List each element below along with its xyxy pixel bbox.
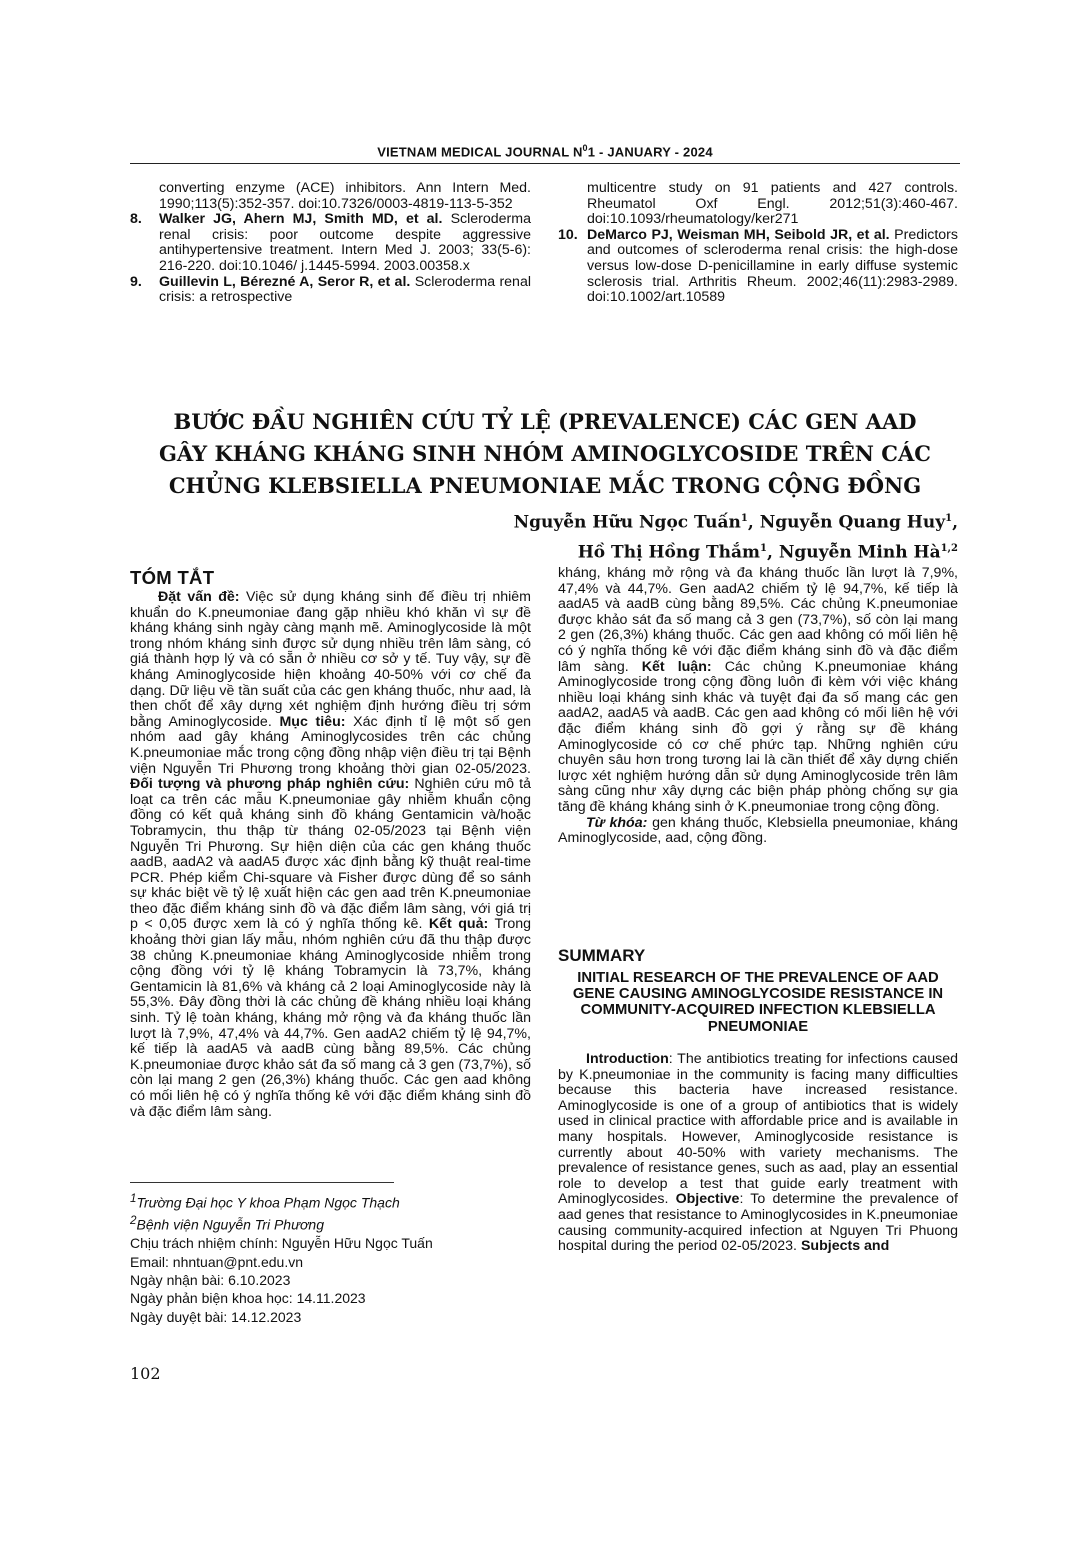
section-text: Các chủng K.pneumoniae kháng Aminoglycoside trong cộng đồng luôn đi kèm với việc kháng nhiều loại kháng sinh khác và tuyệt đại đa số mang các gen aadA2, aadA5 và aadB. Các gen aad không có mối liên hệ với đặc điểm kháng sinh đồ gợi ý rằng sự đề kháng Aminoglycoside có cơ chế phức tạp. Những nghiên cứu chuyên sâu hơn trong tương lai là cần thiết để xây dựng chiến lược xét nghiệm hướng dẫn sử dụng Aminoglycoside trên lâm sàng cũng như xây dựng các biện pháp phòng chống sự gia tăng đề kháng kháng sinh ở K.pneumoniae trong cộng đồng. — [558, 658, 958, 815]
reference-text: Scleroderma renal crisis: a retrospective — [159, 273, 531, 306]
author-affiliation-sup: 1 — [760, 542, 767, 554]
author-name: Nguyễn Hữu Ngọc Tuấn — [513, 512, 741, 533]
footnote-rule — [130, 1182, 394, 1183]
page-number: 102 — [130, 1364, 161, 1383]
section-label: Mục tiêu: — [279, 713, 346, 730]
keywords — [558, 816, 958, 847]
reference-8 — [130, 212, 531, 274]
author-affiliation-sup: 1 — [740, 513, 748, 524]
summary-paragraph — [558, 1052, 958, 1255]
reference-authors: Walker JG, Ahern MJ, Smith MD, et al. — [159, 211, 443, 228]
responsible-author: Chịu trách nhiệm chính: Nguyễn Hữu Ngọc Tuấn — [130, 1235, 433, 1252]
title-line: CHỦNG KLEBSIELLA PNEUMONIAE MẮC TRONG CỘNG ĐỒNG — [168, 473, 922, 498]
section-text: Việc sử dụng kháng sinh để điều trị nhiễm khuẩn do K.pneumoniae đang gặp nhiều khó khăn vì sự đề kháng kháng sinh ngày càng mạnh mẽ. Aminoglycoside là một trong nhóm kháng sinh được sử dụng nhiều trên lâm sàng, có giá thành hợp lý và có sẵn ở nhiều cơ sở y tế. Tuy vậy, sự đề kháng Aminoglycoside hiện khoảng 40-50% với cơ chế đa dạng. Dữ liệu về tần suất của các gen kháng thuốc, như aad, là then chốt để xây dựng xét nghiệm định hướng điều trị sớm bằng Aminoglycoside. — [130, 590, 531, 730]
references-right — [558, 181, 958, 306]
reference-number: 8. — [130, 211, 142, 228]
section-text: Xác định tỉ lệ một số gen nhóm aad gây kháng Aminoglycosides trên các chủng K.pneumoniae mắc trong cộng đồng nhập viện điều trị tại Bệnh viện Nguyễn Tri Phương trong khoảng thời gian 02-05/2023. — [130, 713, 531, 777]
journal-issue: 1 - JANUARY - 2024 — [587, 144, 713, 160]
abstract-left-column — [130, 590, 531, 1156]
header-rule — [130, 163, 960, 164]
author-affiliation-sup: 1,2 — [940, 542, 958, 554]
author-name: Nguyễn Minh Hà — [778, 542, 941, 563]
title-line: BƯỚC ĐẦU NGHIÊN CỨU TỶ LỆ (PREVALENCE) CÁC GEN AAD — [173, 409, 917, 434]
summary-body — [558, 1052, 958, 1314]
section-label: Kết quả: — [428, 916, 489, 933]
approved-date: Ngày duyệt bài: 14.12.2023 — [130, 1308, 302, 1325]
abstract-heading: TÓM TẮT — [130, 567, 215, 588]
reference-number: 9. — [130, 273, 142, 290]
author-list: Nguyễn Hữu Ngọc Tuấn$^1$, Nguyễn Quang Huy$^1$, Hồ Thị Hồng Thắm$^1$, Nguyễn Minh Hà$^{1,2}$ — [513, 512, 958, 563]
section-label: Đặt vấn đề: — [158, 590, 240, 605]
summary-title: INITIAL RESEARCH OF THE PREVALENCE OF AAD GENE CAUSING AMINOGLYCOSIDE RESISTANCE IN COMMUNITY-ACQUIRED INFECTION KLEBSIELLA PNEUMONIAE — [572, 970, 944, 1035]
reference-9-continued — [558, 181, 958, 228]
reference-text: multicentre study on 91 patients and 427 controls. Rheumatol Oxf Engl. 2012;51(3):460-467. doi:10.1093/rheumatology/ker271 — [587, 180, 958, 228]
references-left — [130, 181, 531, 306]
section-text: : The antibiotics treating for infections caused by K.pneumoniae in the community is facing many difficulties because this bacteria have increased resistance. Aminoglycoside is one of a group of antibiotics that is widely used in clinical practice with affordable price and is available in many hospitals. However, Aminoglycoside resistance is currently about 40-50% with variety mechanisms. The prevalence of resistance genes, such as aad, play an essential role to develop a test that guide early treatment with Aminoglycosides. — [558, 1052, 958, 1208]
affiliation-2 — [130, 1212, 530, 1234]
title-line: GÂY KHÁNG KHÁNG SINH NHÓM AMINOGLYCOSIDE TRÊN CÁC — [158, 441, 932, 466]
reference-10 — [558, 228, 958, 306]
reference-text: Predictors and outcomes of scleroderma renal crisis: the high-dose versus low-dose D-penicillamine in early diffuse systemic sclerosis trial. Arthritis Rheum. 2002;46(11):2983-2989. doi:10.1002/art.10589 — [587, 226, 958, 306]
author-affiliation-sup: 1 — [945, 513, 953, 524]
section-label: Kết luận: — [641, 658, 712, 675]
section-text: Nghiên cứu mô tả loạt ca trên các mẫu K.pneumoniae gây nhiễm khuẩn cộng đồng có kết quả kháng sinh đồ kháng Gentamicin và/hoặc Tobramycin, thu thập từ tháng 02-05/2023 tại Bệnh viện Nguyễn Tri Phương. Sự hiện diện của các gen kháng thuốc aadB, aadA2 và aadA5 được xác định bằng kỹ thuật real-time PCR. Phép kiểm Chi-square và Fisher được dùng để so sánh sự khác biệt về tỷ lệ xuất hiện các gen aad trên K.pneumoniae theo đặc điểm kháng sinh đồ và đặc điểm lâm sàng, với giá trị p < 0,05 được xem là có ý nghĩa thống kê. — [130, 776, 531, 933]
reviewed-date: Ngày phản biện khoa học: 14.11.2023 — [130, 1290, 366, 1307]
affiliation-sup: 1 — [130, 1192, 137, 1205]
reference-authors: DeMarco PJ, Weisman MH, Seibold JR, et al. — [587, 226, 890, 243]
abstract-paragraph-continued — [558, 566, 958, 816]
author-name: Nguyễn Quang Huy — [759, 512, 946, 533]
journal-issue-sup: 0 — [582, 143, 588, 153]
footnotes — [130, 1190, 530, 1326]
reference-number: 10. — [558, 226, 578, 243]
section-text-continued: kháng, kháng mở rộng và đa kháng thuốc lần lượt là 7,9%, 47,4% và 44,7%. Gen aadA2 chiếm tỷ lệ 94,7%, kế tiếp là aadA5 và aadB cùng bằng 89,5%. Các chủng K.pneumoniae được khảo sát đa số mang cả 3 gen (73,7%), số còn lại mang 2 gen (26,3%) kháng thuốc. Các gen aad không có mối liên hệ có ý nghĩa thống kê với đặc điểm kháng sinh đồ và đặc điểm lâm sàng. — [558, 566, 958, 675]
abstract-paragraph — [130, 590, 531, 1120]
author-name: Hồ Thị Hồng Thắm — [577, 542, 761, 563]
reference-text: Scleroderma renal crisis: poor outcome despite aggressive antihypertensive treatment. Intern Med J. 2003; 33(5-6): 216-220. doi:10.1046/ j.1445-5994. 2003.00358.x — [159, 211, 531, 274]
journal-name: VIETNAM MEDICAL JOURNAL N — [377, 144, 583, 160]
summary-heading: SUMMARY — [558, 946, 646, 965]
affiliation-sup: 2 — [130, 1214, 137, 1228]
received-date: Ngày nhận bài: 6.10.2023 — [130, 1271, 291, 1288]
section-label: Subjects and — [800, 1238, 890, 1255]
section-text: Trong khoảng thời gian lấy mẫu, nhóm nghiên cứu đã thu thập được 38 chủng K.pneumoniae kháng Aminoglycoside nhiễm trong cộng đồng với tỷ lệ kháng Tobramycin là 73,7%, kháng Gentamicin là 81,6% và kháng cả 2 loại Aminoglycoside này là 55,3%. Đây đồng thời là các chủng đề kháng nhiều loại kháng sinh. Tỷ lệ toàn kháng, kháng mở rộng và đa kháng thuốc lần lượt là 7,9%, 47,4% và 44,7%. Gen aadA2 chiếm tỷ lệ 94,7%, kế tiếp là aadA5 và aadB cùng bằng 89,5%. Các chủng K.pneumoniae được khảo sát đa số mang cả 3 gen (73,7%), số còn lại mang 2 gen (26,3%) kháng thuốc. Các gen aad không có mối liên hệ có ý nghĩa thống kê với đặc điểm kháng sinh đồ và đặc điểm lâm sàng. — [130, 916, 531, 1120]
keywords-label: Từ khóa: — [586, 814, 648, 831]
section-label: Introduction — [586, 1052, 669, 1067]
keywords-text: gen kháng thuốc, Klebsiella pneumoniae, kháng Aminoglycoside, aad, cộng đồng. — [558, 814, 958, 847]
affiliation-text: Bệnh viện Nguyễn Tri Phương — [136, 1216, 324, 1233]
article-title — [130, 406, 960, 502]
abstract-right-column — [558, 566, 958, 940]
reference-text: converting enzyme (ACE) inhibitors. Ann Intern Med. 1990;113(5):352-357. doi:10.7326/0003-4819-113-5-352 — [159, 180, 531, 212]
contact-email: Email: nhntuan@pnt.edu.vn — [130, 1253, 303, 1270]
affiliation-1 — [130, 1190, 530, 1212]
reference-7-continued — [130, 181, 531, 212]
section-text: : To determine the prevalence of aad genes that resistance to Aminoglycosides in K.pneumoniae causing community-acquired infection at Nguyen Tri Phuong hospital during the period 02-05/2023. — [558, 1191, 958, 1255]
affiliation-text: Trường Đại học Y khoa Phạm Ngọc Thạch — [136, 1194, 400, 1211]
journal-header — [130, 143, 960, 159]
reference-authors: Guillevin L, Bérezné A, Seror R, et al. — [159, 273, 411, 290]
section-label: Đối tượng và phương pháp nghiên cứu: — [130, 776, 410, 793]
reference-9 — [130, 275, 531, 306]
section-label: Objective — [675, 1191, 740, 1208]
